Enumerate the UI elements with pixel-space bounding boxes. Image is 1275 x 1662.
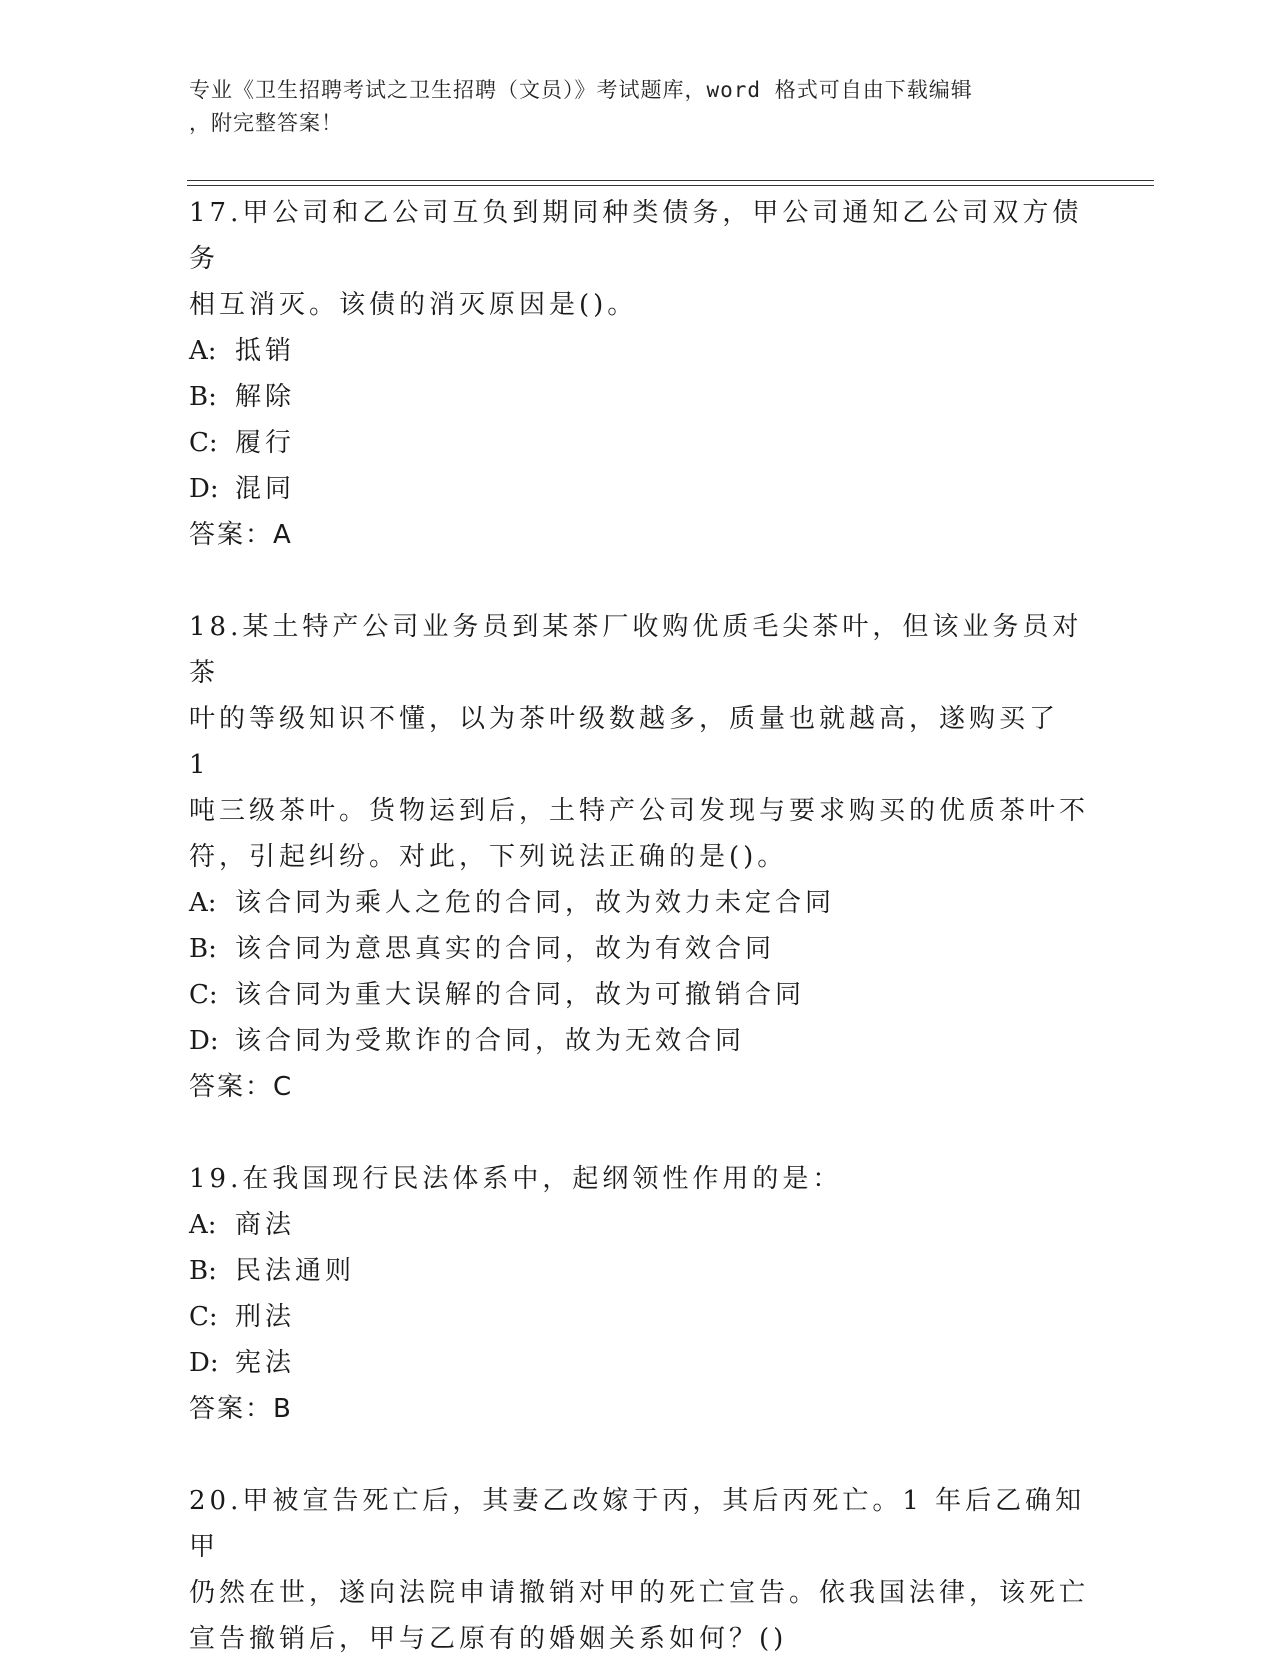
question-stem-line: 宣告撤销后，甲与乙原有的婚姻关系如何？(): [189, 1624, 788, 1654]
option-key: B:: [189, 382, 217, 412]
option-c: [189, 420, 1089, 466]
option-d: [189, 1340, 1089, 1386]
option-text: 该合同为乘人之危的合同，故为效力未定合同: [235, 888, 836, 918]
option-c: [189, 1294, 1089, 1340]
question-stem-line: 19.在我国现行民法体系中，起纲领性作用的是：: [189, 1164, 843, 1194]
question-20: [189, 1478, 1089, 1662]
option-key: C:: [189, 980, 218, 1010]
option-key: C:: [189, 1302, 218, 1332]
option-b: [189, 926, 1089, 972]
option-key: D:: [189, 1026, 219, 1056]
option-text: 民法通则: [235, 1256, 356, 1286]
option-key: B:: [189, 934, 217, 964]
option-key: A:: [189, 1210, 217, 1240]
question-18: [189, 604, 1089, 1110]
option-text: 抵销: [235, 336, 296, 366]
option-key: D:: [189, 474, 219, 504]
option-d: [189, 466, 1089, 512]
question-stem-line: 17.甲公司和乙公司互负到期同种类债务，甲公司通知乙公司双方债务: [189, 198, 1083, 274]
answer-line: 答案：C: [189, 1072, 294, 1102]
question-17: [189, 190, 1089, 558]
question-spacer: [189, 1110, 1089, 1156]
option-text: 混同: [235, 474, 296, 504]
option-a: [189, 1202, 1089, 1248]
question-stem-line: 叶的等级知识不懂，以为茶叶级数越多，质量也就越高，遂购买了 1: [189, 704, 1060, 780]
option-d: [189, 1018, 1089, 1064]
option-b: [189, 1248, 1089, 1294]
option-key: C:: [189, 428, 218, 458]
question-spacer: [189, 558, 1089, 604]
question-list: [189, 190, 1089, 1662]
question-stem-line: 吨三级茶叶。货物运到后，土特产公司发现与要求购买的优质茶叶不: [189, 796, 1090, 826]
option-text: 商法: [235, 1210, 296, 1240]
option-text: 解除: [235, 382, 296, 412]
answer-line: 答案：A: [189, 520, 293, 550]
question-stem-line: 相互消灭。该债的消灭原因是()。: [189, 290, 638, 320]
option-text: 该合同为重大误解的合同，故为可撤销合同: [235, 980, 806, 1010]
option-text: 该合同为意思真实的合同，故为有效合同: [235, 934, 776, 964]
option-b: [189, 374, 1089, 420]
option-a: [189, 880, 1089, 926]
header-line: 专业《卫生招聘考试之卫生招聘（文员）》考试题库，word 格式可自由下载编辑: [189, 78, 973, 102]
question-stem-line: 仍然在世，遂向法院申请撤销对甲的死亡宣告。依我国法律，该死亡: [189, 1578, 1090, 1608]
option-c: [189, 972, 1089, 1018]
answer-line: 答案：B: [189, 1394, 293, 1424]
option-key: A:: [189, 336, 217, 366]
option-a: [189, 328, 1089, 374]
question-19: [189, 1156, 1089, 1432]
option-key: B:: [189, 1256, 217, 1286]
question-stem-line: 20.甲被宣告死亡后，其妻乙改嫁于丙，其后丙死亡。1 年后乙确知甲: [189, 1486, 1086, 1562]
header-divider: [187, 180, 1154, 181]
option-key: A:: [189, 888, 217, 918]
option-text: 刑法: [235, 1302, 296, 1332]
option-key: D:: [189, 1348, 219, 1378]
document-header: [189, 74, 1069, 140]
question-stem-line: 18.某土特产公司业务员到某茶厂收购优质毛尖茶叶，但该业务员对茶: [189, 612, 1083, 688]
header-divider: [187, 185, 1154, 186]
question-spacer: [189, 1432, 1089, 1478]
header-line: ，附完整答案！: [189, 111, 343, 135]
question-stem-line: 符，引起纠纷。对此，下列说法正确的是()。: [189, 842, 788, 872]
option-text: 该合同为受欺诈的合同，故为无效合同: [235, 1026, 746, 1056]
option-text: 履行: [235, 428, 296, 458]
option-text: 宪法: [235, 1348, 296, 1378]
